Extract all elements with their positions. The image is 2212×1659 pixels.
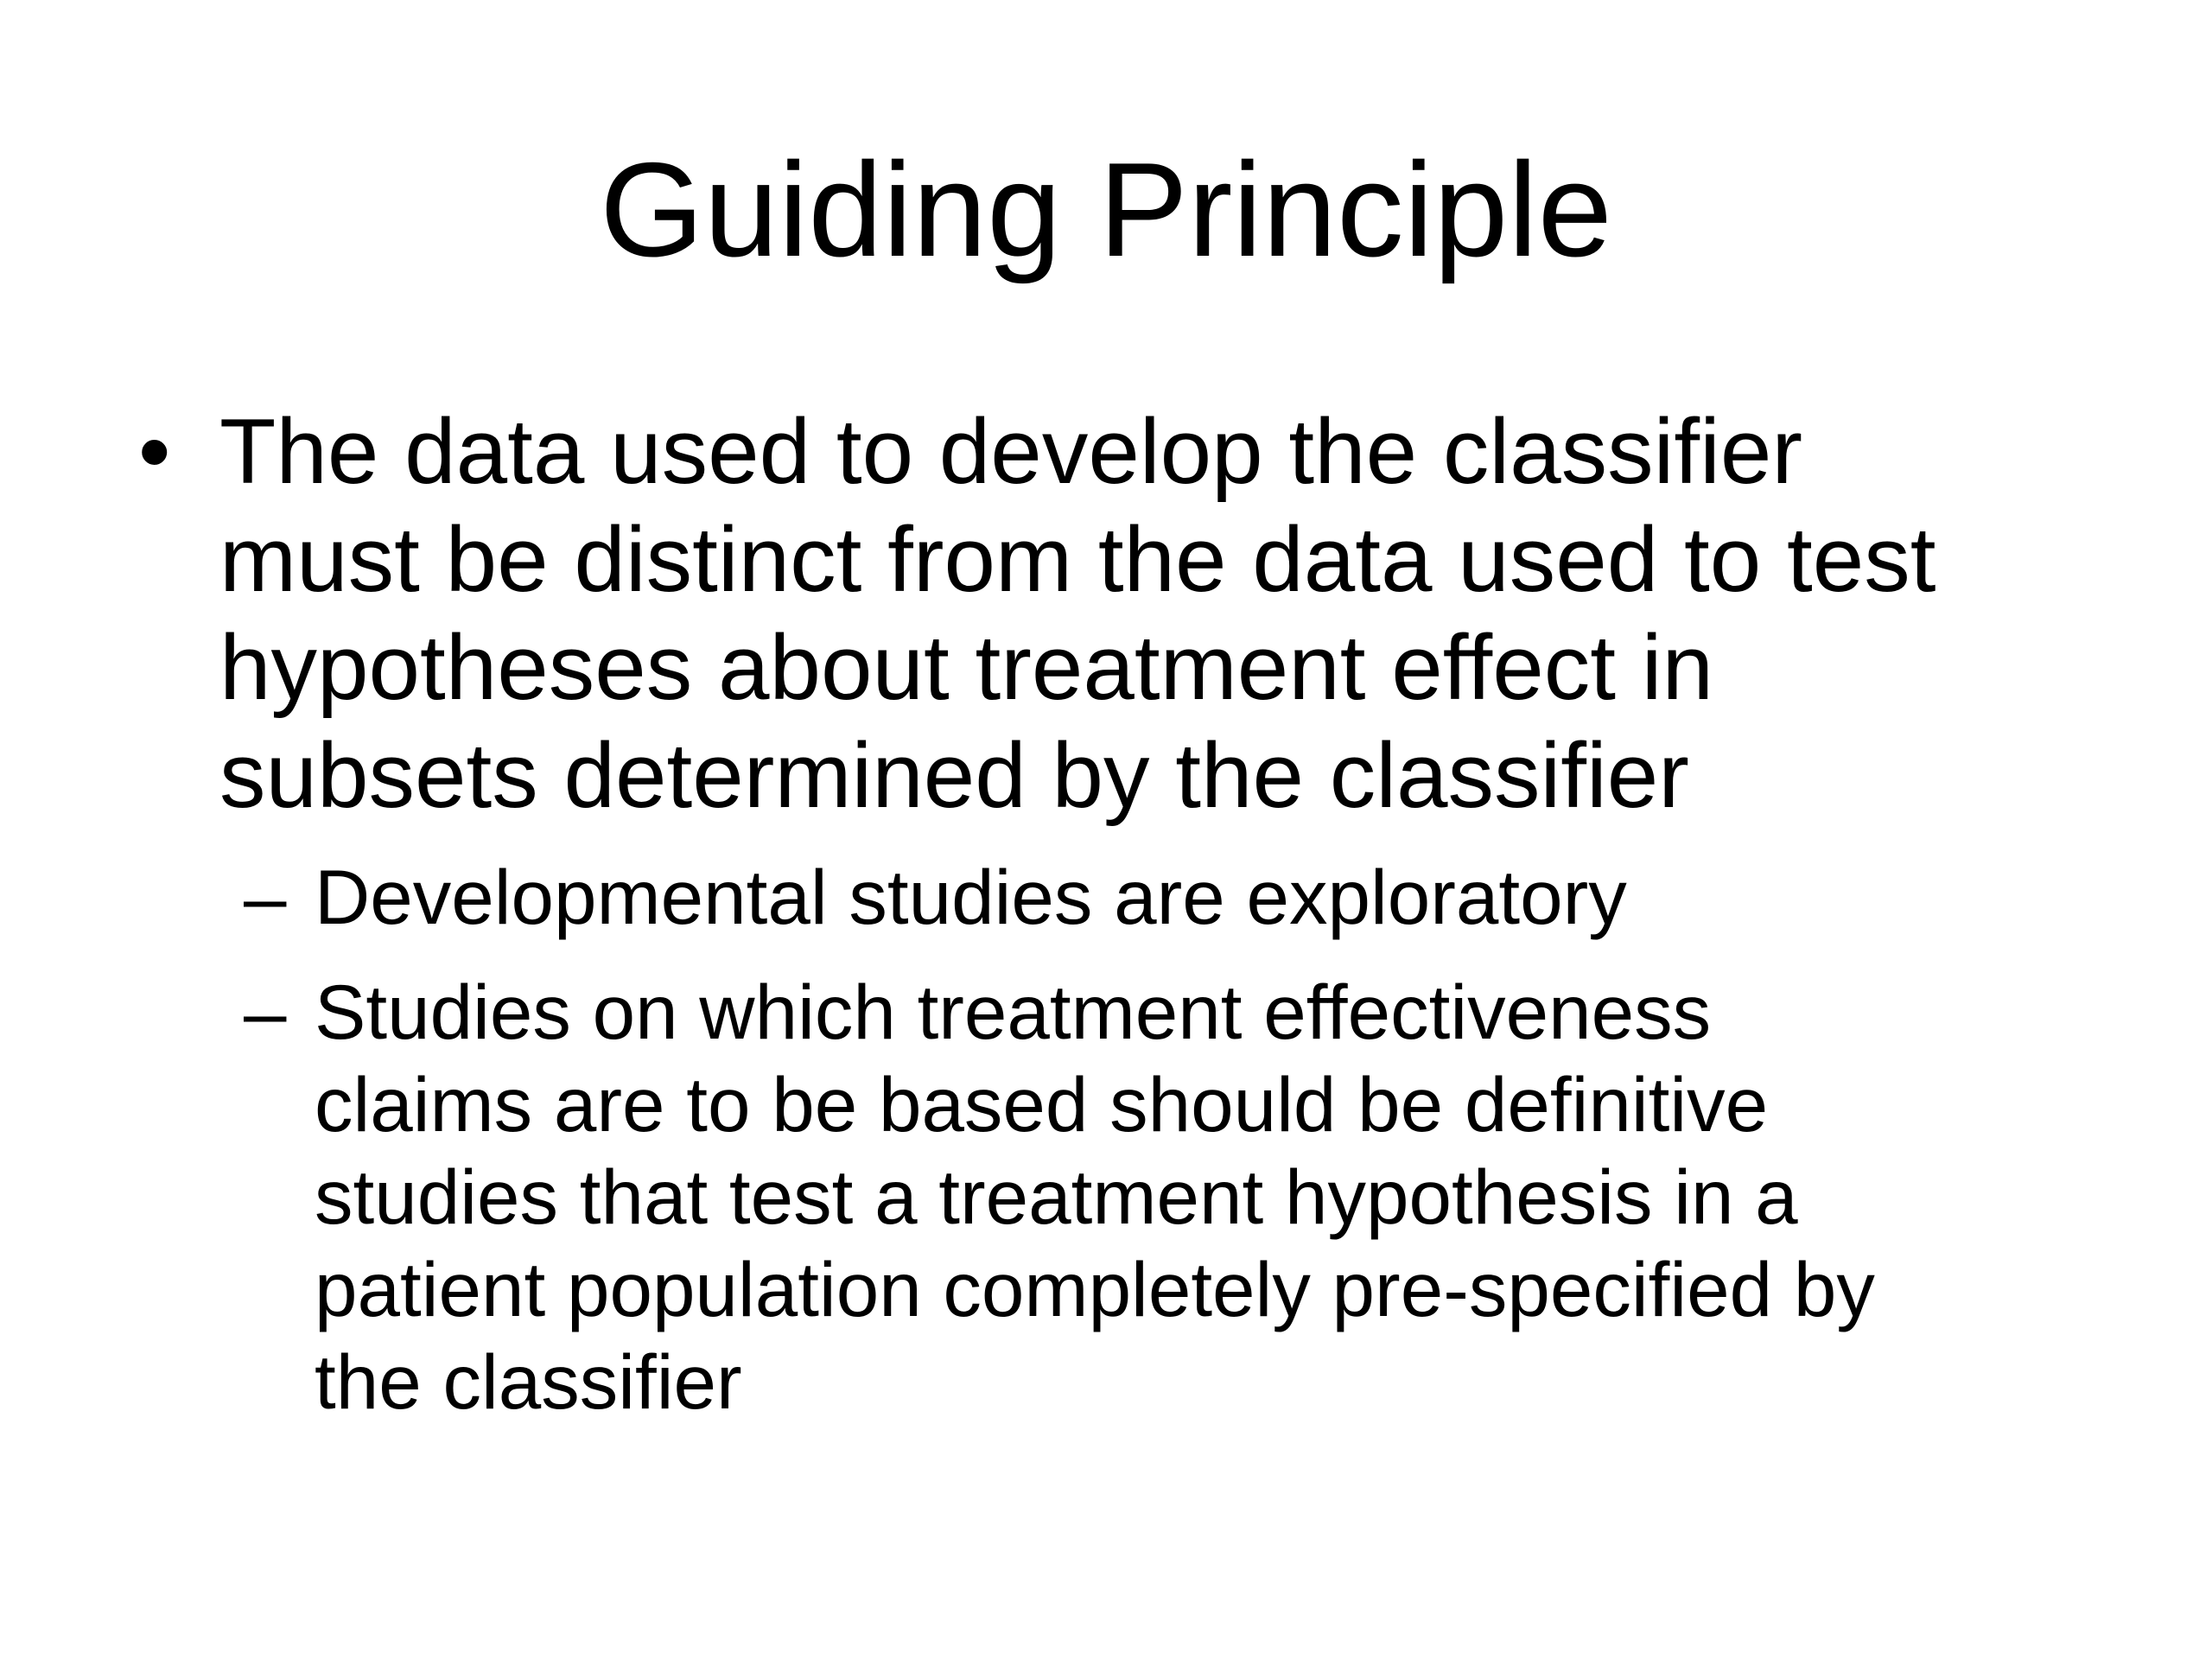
main-bullet-line: subsets determined by the classifier bbox=[219, 723, 1689, 827]
sub-bullet-line: claims are to be based should be definitive bbox=[315, 1061, 1769, 1147]
main-bullet bbox=[138, 397, 2126, 830]
sub-bullet-text bbox=[315, 966, 2138, 1428]
sub-bullet-2 bbox=[244, 966, 2145, 1428]
sub-bullet-1 bbox=[244, 851, 2145, 944]
sub-bullet-line: patient population completely pre-specified by bbox=[315, 1246, 1875, 1332]
sub-bullet-line: the classifier bbox=[315, 1338, 742, 1425]
slide-title: Guiding Principle bbox=[600, 135, 1612, 284]
sub-bullet-marker: – bbox=[244, 854, 287, 940]
main-bullet-line: must be distinct from the data used to test bbox=[219, 507, 1936, 611]
main-bullet-text bbox=[219, 397, 2120, 830]
sub-bullet-line: Studies on which treatment effectiveness bbox=[315, 969, 1712, 1055]
sub-bullet-marker: – bbox=[244, 969, 287, 1055]
sub-bullet-line: Developmental studies are exploratory bbox=[315, 854, 1627, 940]
sub-bullet-line: studies that test a treatment hypothesis in a bbox=[315, 1154, 1798, 1240]
bullet-marker: • bbox=[138, 399, 171, 503]
main-bullet-line: hypotheses about treatment effect in bbox=[219, 615, 1713, 719]
main-bullet-line: The data used to develop the classifier bbox=[219, 399, 1803, 503]
sub-bullet-text bbox=[315, 851, 2138, 944]
